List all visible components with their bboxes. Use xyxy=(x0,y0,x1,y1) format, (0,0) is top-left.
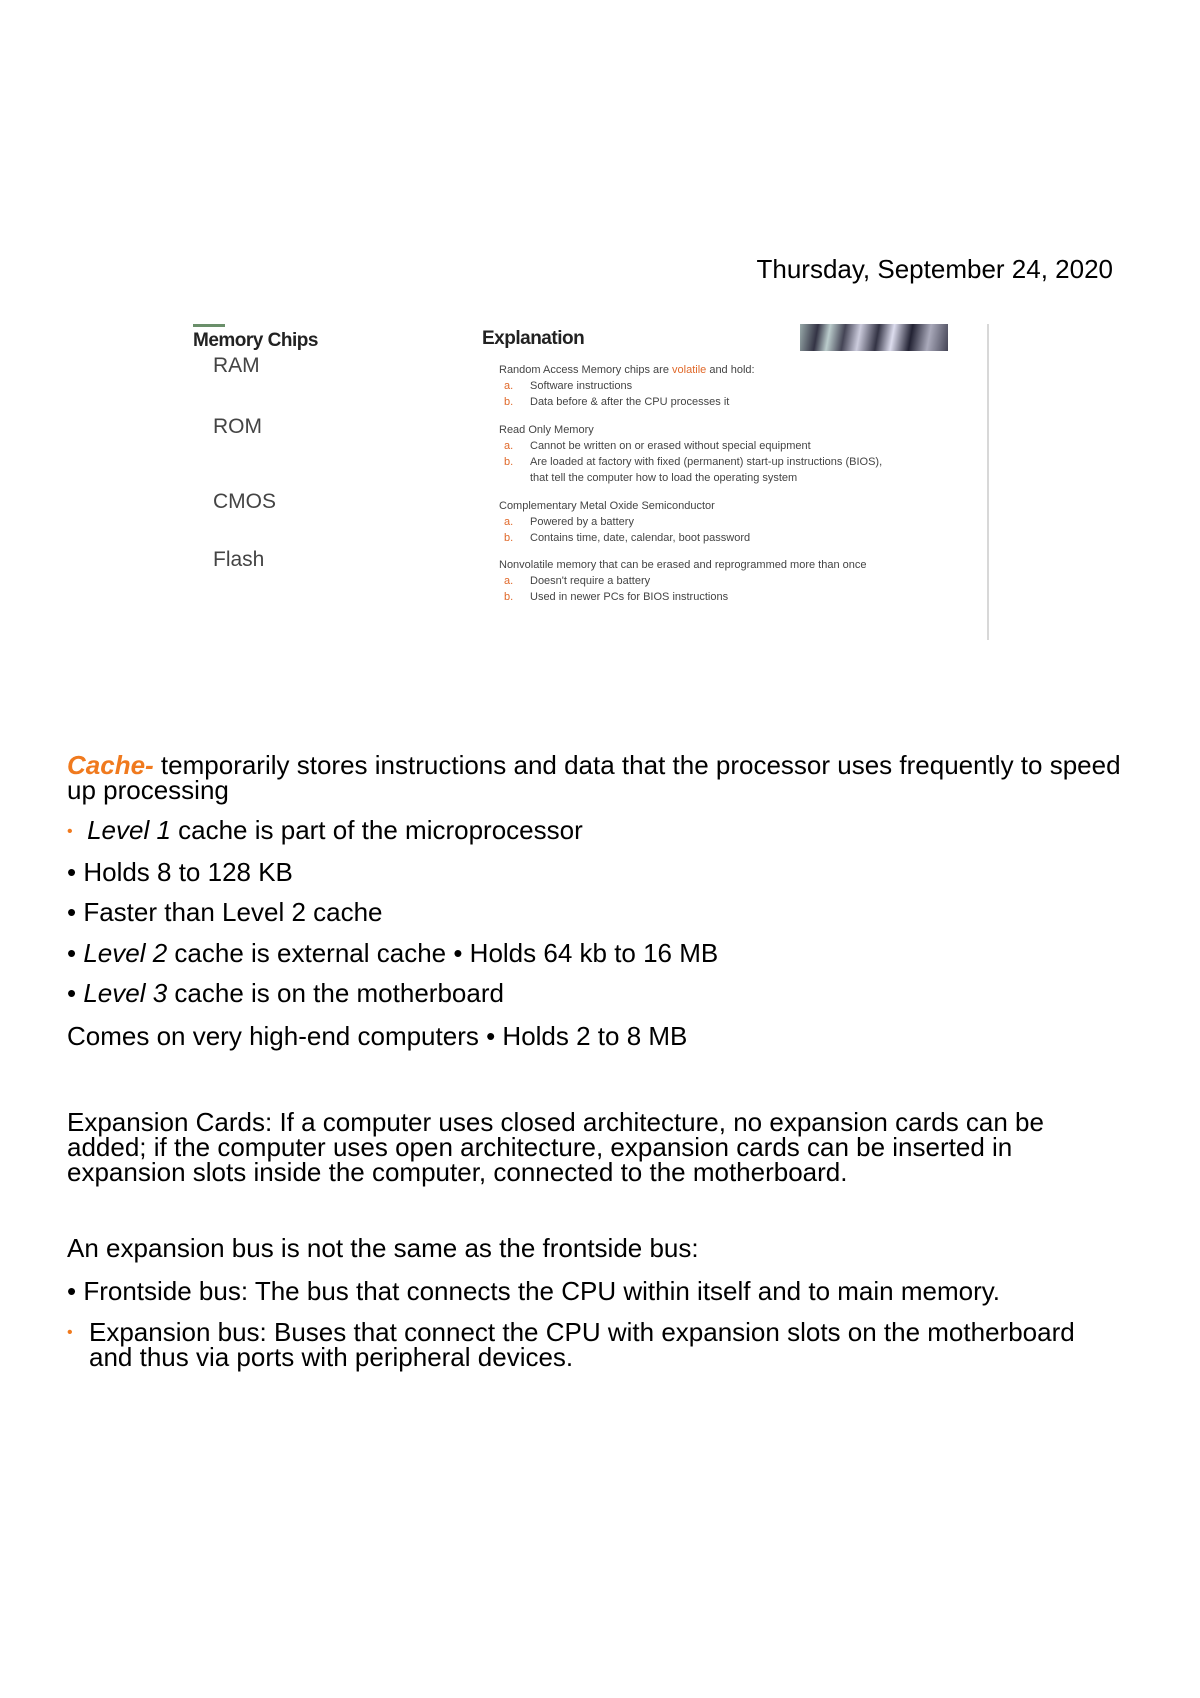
flash-description: Nonvolatile memory that can be erased and reprogrammed more than once xyxy=(499,559,867,571)
slide-divider-line xyxy=(987,324,989,640)
rom-item-b: b. Are loaded at factory with fixed (permanent) start-up instructions (BIOS), xyxy=(504,456,883,468)
bullet-dot: • xyxy=(67,823,73,841)
chip-ram: RAM xyxy=(213,354,260,377)
level1-holds: • Holds 8 to 128 KB xyxy=(67,857,293,887)
page-date: Thursday, September 24, 2020 xyxy=(756,254,1113,284)
chip-flash: Flash xyxy=(213,548,265,571)
bullet-dot: • xyxy=(67,1324,73,1341)
volatile-highlight: volatile xyxy=(672,364,707,376)
flash-explanation xyxy=(499,557,866,605)
slide-accent-bar xyxy=(193,324,225,327)
expansion-bus-text: Expansion bus: Buses that connect the CPU with expansion slots on the motherboard and thus via ports with peripheral devices. xyxy=(89,1317,1075,1372)
bullet-dot: • xyxy=(67,938,77,968)
rom-description: Read Only Memory xyxy=(499,424,594,436)
level3-extra: Comes on very high-end computers • Holds 2 to 8 MB xyxy=(67,1021,688,1051)
cmos-description: Complementary Metal Oxide Semiconductor xyxy=(499,500,715,512)
explanation-header: Explanation xyxy=(482,328,585,349)
rom-item-a: a. Cannot be written on or erased without special equipment xyxy=(504,440,811,452)
ram-item-b: b. Data before & after the CPU processes it xyxy=(504,396,730,408)
frontside-bus-bullet: • Frontside bus: The bus that connects the CPU within itself and to main memory. xyxy=(67,1276,1001,1306)
cache-term: Cache- xyxy=(67,750,154,780)
cmos-explanation xyxy=(499,498,750,546)
level1-bullet: • Level 1 cache is part of the microprocessor xyxy=(67,815,583,845)
cmos-item-a: a. Powered by a battery xyxy=(504,516,634,528)
bus-intro: An expansion bus is not the same as the frontside bus: xyxy=(67,1233,699,1263)
level2-bullet: • Level 2 cache is external cache • Holds 64 kb to 16 MB xyxy=(67,938,719,968)
slide-circuit-graphic xyxy=(800,324,948,351)
ram-description: Random Access Memory chips are volatile and hold: xyxy=(499,364,755,376)
rom-explanation xyxy=(499,422,882,486)
flash-item-a: a. Doesn't require a battery xyxy=(504,575,651,587)
level3-bullet: • Level 3 cache is on the motherboard xyxy=(67,978,504,1008)
ram-explanation xyxy=(499,362,755,410)
level1-faster: • Faster than Level 2 cache xyxy=(67,897,383,927)
chip-cmos: CMOS xyxy=(213,490,276,513)
cmos-item-b: b. Contains time, date, calendar, boot password xyxy=(504,532,751,544)
ram-item-a: a. Software instructions xyxy=(504,380,633,392)
expansion-cards-paragraph: Expansion Cards: If a computer uses closed architecture, no expansion cards can be added; if the computer uses open architecture, expansion cards can be inserted in expansion slots inside the computer, connected to the motherboard. xyxy=(67,1107,1044,1187)
rom-item-b-continued: that tell the computer how to load the operating system xyxy=(530,472,798,484)
flash-item-b: b. Used in newer PCs for BIOS instructions xyxy=(504,591,729,603)
bullet-dot: • xyxy=(67,978,77,1008)
expansion-bus-bullet xyxy=(67,1317,1119,1372)
cache-definition: Cache- temporarily stores instructions and data that the processor uses frequently to speed up processing xyxy=(67,750,1121,805)
memory-chips-header: Memory Chips xyxy=(193,330,318,351)
memory-chips-slide-image xyxy=(190,320,990,640)
chip-rom: ROM xyxy=(213,415,262,438)
